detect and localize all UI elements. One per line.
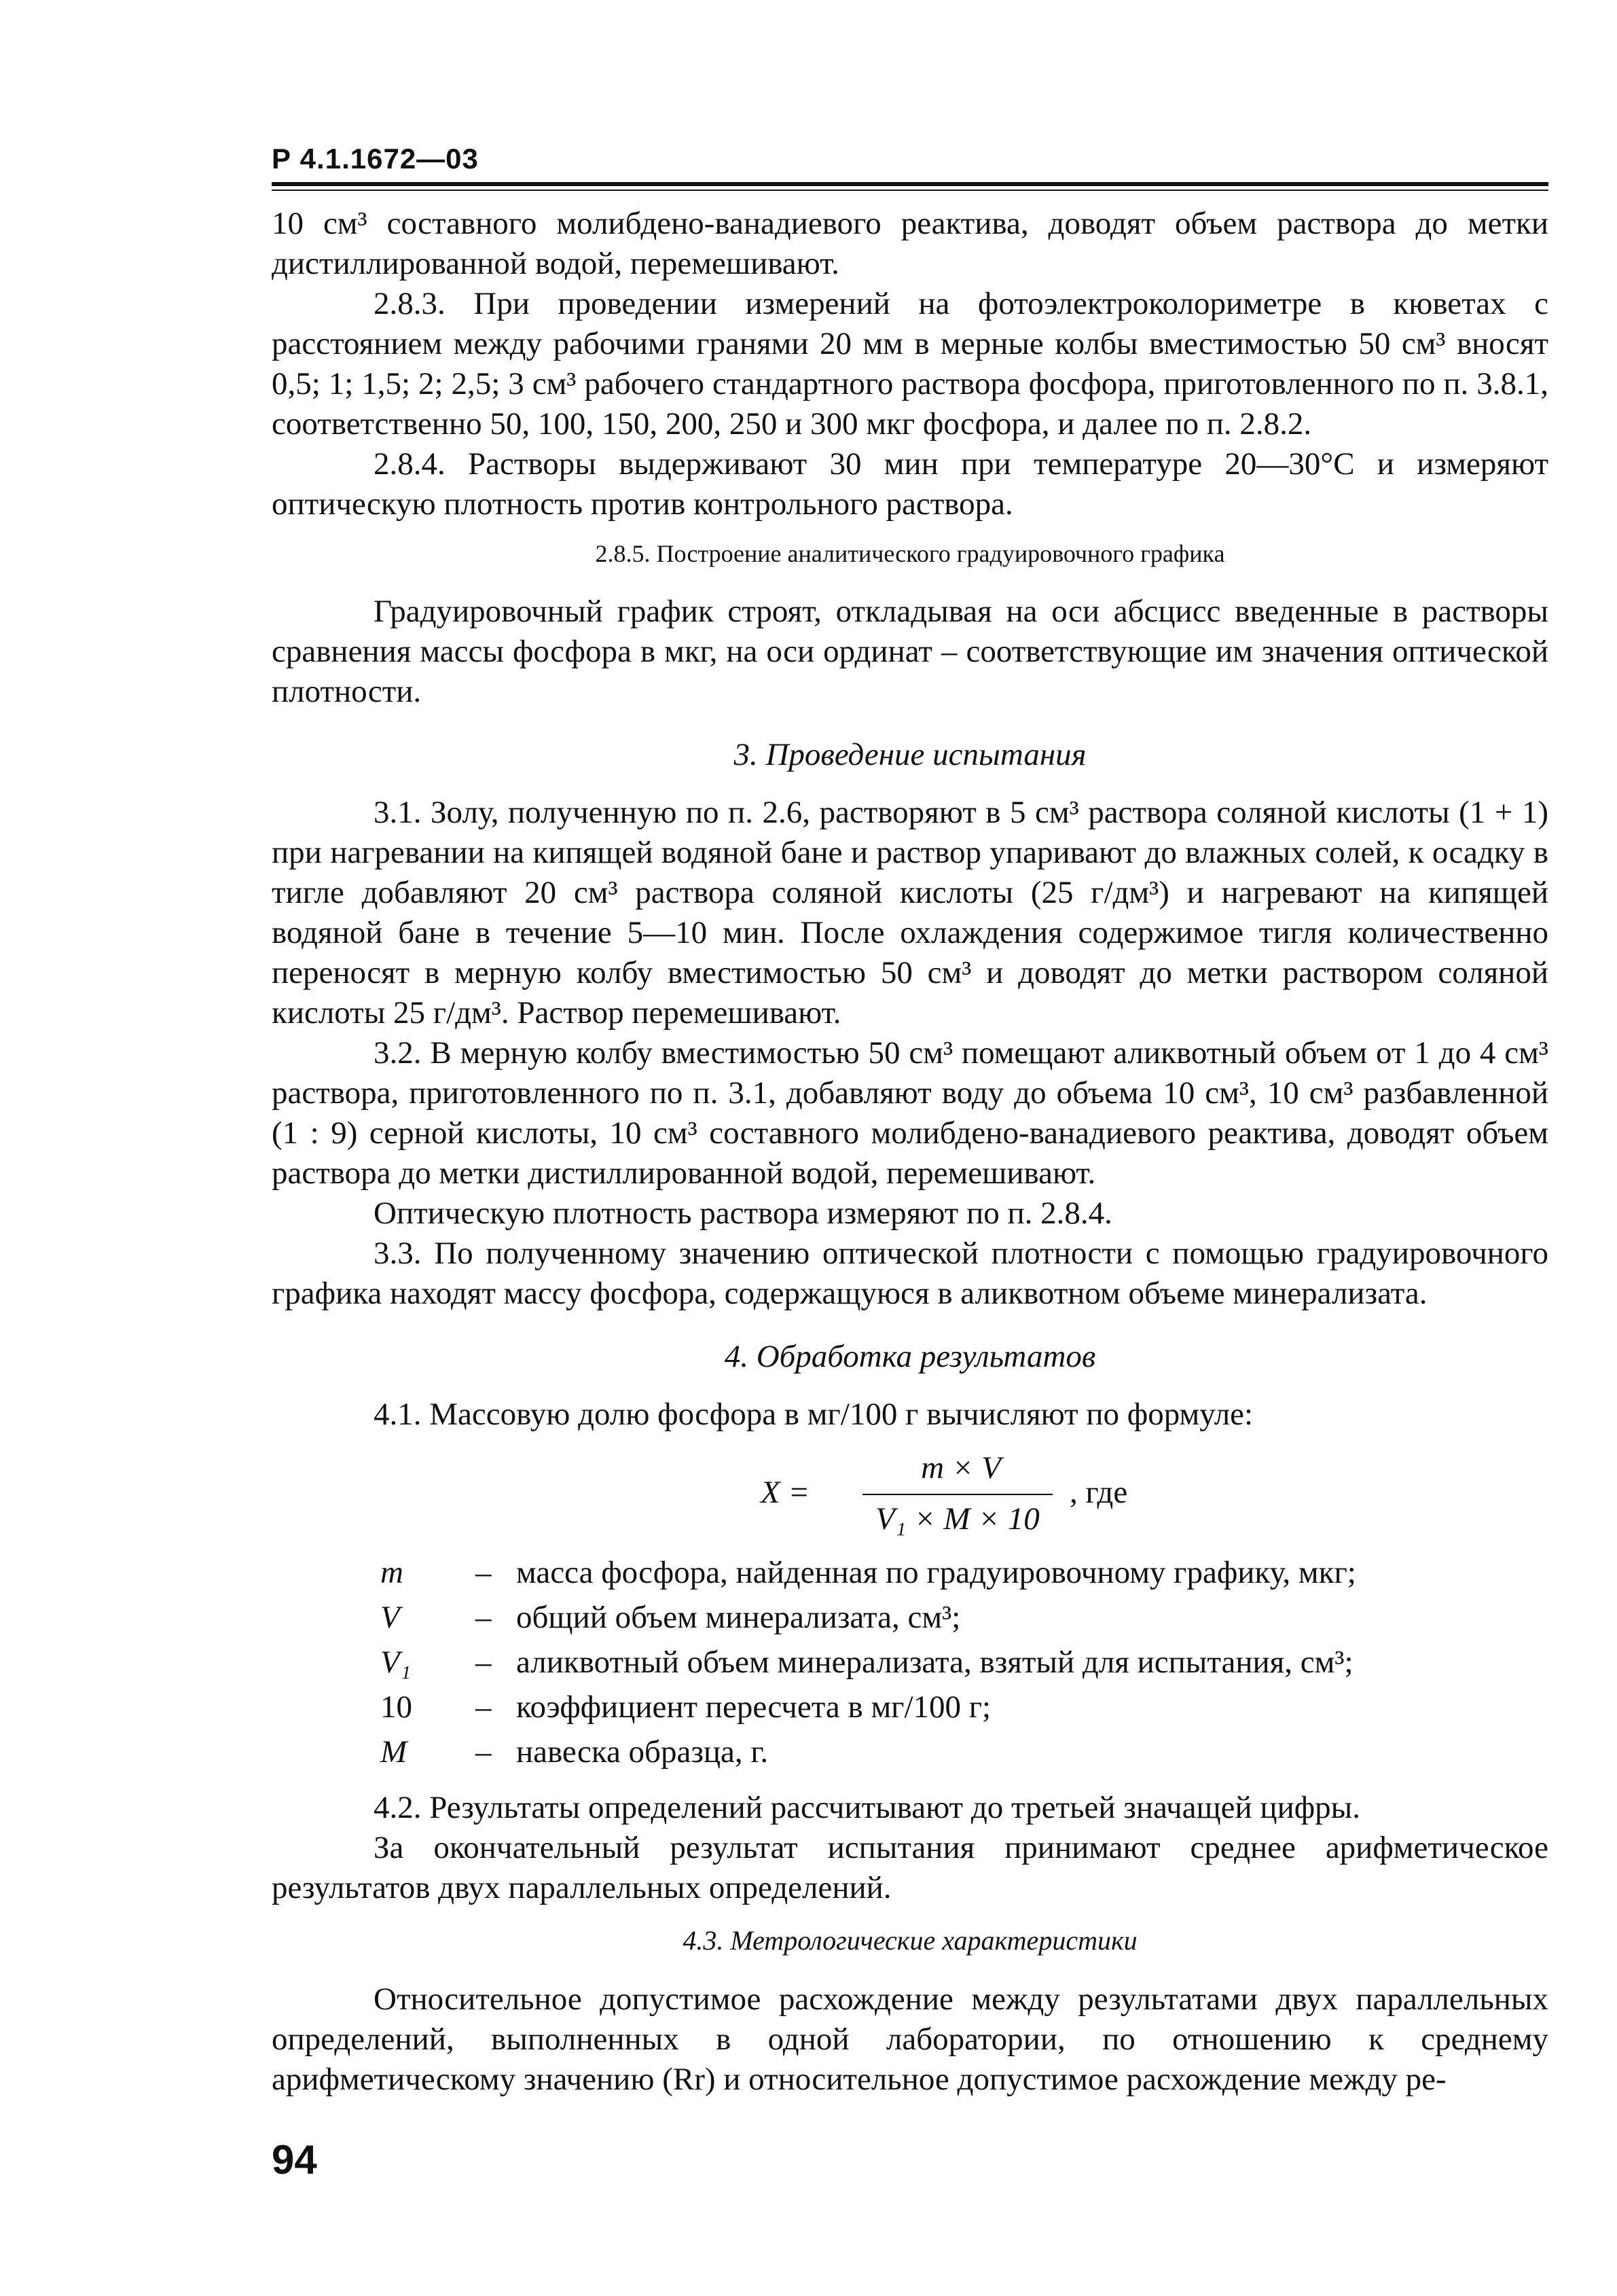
legend-description: аликвотный объем минерализата, взятый для испытания, см³;	[516, 1645, 1353, 1680]
legend-dash: –	[475, 1645, 492, 1680]
formula-where: , где	[1070, 1475, 1128, 1510]
paragraph-2-8-3: 2.8.3. При проведении измерений на фотоэлектроколориметре в кюветах с расстоянием между рабочими гранями 20 мм в мерные колбы вместимостью 50 см³ вносят 0,5; 1; 1,5; 2; 2,5; 3 см³ рабочего стандартного раствора фосфора, приготовленного по п. 3.8.1, соответственно 50, 100, 150, 200, 250 и 300 мкг фосфора, и далее по п. 2.8.2.	[272, 286, 1548, 442]
header-rule-thick	[272, 182, 1548, 186]
document-code-header: Р 4.1.1672—03	[272, 143, 479, 175]
paragraph-4-2-final-result: За окончательный результат испытания принимают среднее арифметическое результатов двух параллельных определений.	[272, 1830, 1548, 1905]
caption-2-8-5: 2.8.5. Построение аналитического градуировочного графика	[595, 540, 1225, 567]
paragraph-3-2: 3.2. В мерную колбу вместимостью 50 см³ помещают аликвотный объем от 1 до 4 см³ раствора, приготовленного по п. 3.1, добавляют воду до объема 10 см³, 10 см³ разбавленной (1 : 9) серной кислоты, 10 см³ составного молибдено-ванадиевого реактива, доводят объем раствора до метки дистиллированной водой, перемешивают.	[272, 1035, 1548, 1191]
paragraph-4-2: 4.2. Результаты определений рассчитывают до третьей значащей цифры.	[374, 1790, 1361, 1825]
legend-symbol: M	[380, 1734, 407, 1770]
paragraph-3-2-measure: Оптическую плотность раствора измеряют по п. 2.8.4.	[374, 1196, 1112, 1231]
legend-description: навеска образца, г.	[516, 1734, 769, 1770]
paragraph-4-1: 4.1. Массовую долю фосфора в мг/100 г вычисляют по формуле:	[374, 1397, 1254, 1432]
page-number: 94	[272, 2137, 317, 2183]
formula-lhs: X =	[761, 1475, 810, 1510]
legend-description: масса фосфора, найденная по градуировочному графику, мкг;	[516, 1555, 1356, 1590]
legend-description: общий объем минерализата, см³;	[516, 1600, 961, 1635]
legend-dash: –	[475, 1555, 492, 1590]
formula-numerator: m × V	[921, 1450, 1001, 1486]
paragraph-continuation: 10 см³ составного молибдено-ванадиевого реактива, доводят объем раствора до метки дистиллированной водой, перемешивают.	[272, 206, 1548, 281]
header-rule-thin	[272, 190, 1548, 191]
formula-legend	[272, 1553, 1548, 1777]
section-3-title: 3. Проведение испытания	[733, 737, 1087, 772]
paragraph-3-1: 3.1. Золу, полученную по п. 2.6, растворяют в 5 см³ раствора соляной кислоты (1 + 1) при нагревании на кипящей водяной бане и раствор упаривают до влажных солей, к осадку в тигле добавляют 20 см³ раствора соляной кислоты (25 г/дм³) и нагревают на кипящей водяной бане в течение 5—10 мин. После охлаждения содержимое тигля количественно переносят в мерную колбу вместимостью 50 см³ и доводят до метки раствором соляной кислоты 25 г/дм³. Раствор перемешивают.	[272, 795, 1548, 1030]
legend-row	[272, 1687, 1548, 1732]
legend-dash: –	[475, 1734, 492, 1770]
legend-symbol: m	[380, 1555, 403, 1590]
paragraph-3-3: 3.3. По полученному значению оптической плотности с помощью градуировочного графика находят массу фосфора, содержащуюся в аликвотном объеме минерализата.	[272, 1236, 1548, 1311]
legend-row	[272, 1732, 1548, 1777]
legend-symbol: V	[380, 1600, 400, 1635]
paragraph-4-3: Относительное допустимое расхождение между результатами двух параллельных определений, выполненных в одной лаборатории, по отношению к среднему арифметическому значению (Rr) и относительное допустимое расхождение между ре-	[272, 1981, 1548, 2097]
legend-symbol: V₁	[380, 1645, 412, 1680]
formula-denominator: V₁ × M × 10	[875, 1501, 1040, 1537]
legend-row	[272, 1598, 1548, 1643]
formula-fraction-line	[862, 1494, 1053, 1495]
formula	[272, 1441, 1548, 1543]
section-4-title: 4. Обработка результатов	[724, 1339, 1096, 1374]
subsection-4-3-title: 4.3. Метрологические характеристики	[683, 1925, 1138, 1956]
paragraph-calibration-graph: Градуировочный график строят, откладывая на оси абсцисс введенные в растворы сравнения массы фосфора в мкг, на оси ординат – соответствующие им значения оптической плотности.	[272, 594, 1548, 709]
legend-row	[272, 1643, 1548, 1687]
legend-dash: –	[475, 1600, 492, 1635]
paragraph-2-8-4: 2.8.4. Растворы выдерживают 30 мин при температуре 20—30°С и измеряют оптическую плотность против контрольного раствора.	[272, 446, 1548, 522]
legend-dash: –	[475, 1689, 492, 1725]
legend-row	[272, 1553, 1548, 1598]
legend-symbol: 10	[380, 1689, 412, 1725]
document-body	[272, 204, 1548, 2100]
legend-description: коэффициент пересчета в мг/100 г;	[516, 1689, 992, 1725]
